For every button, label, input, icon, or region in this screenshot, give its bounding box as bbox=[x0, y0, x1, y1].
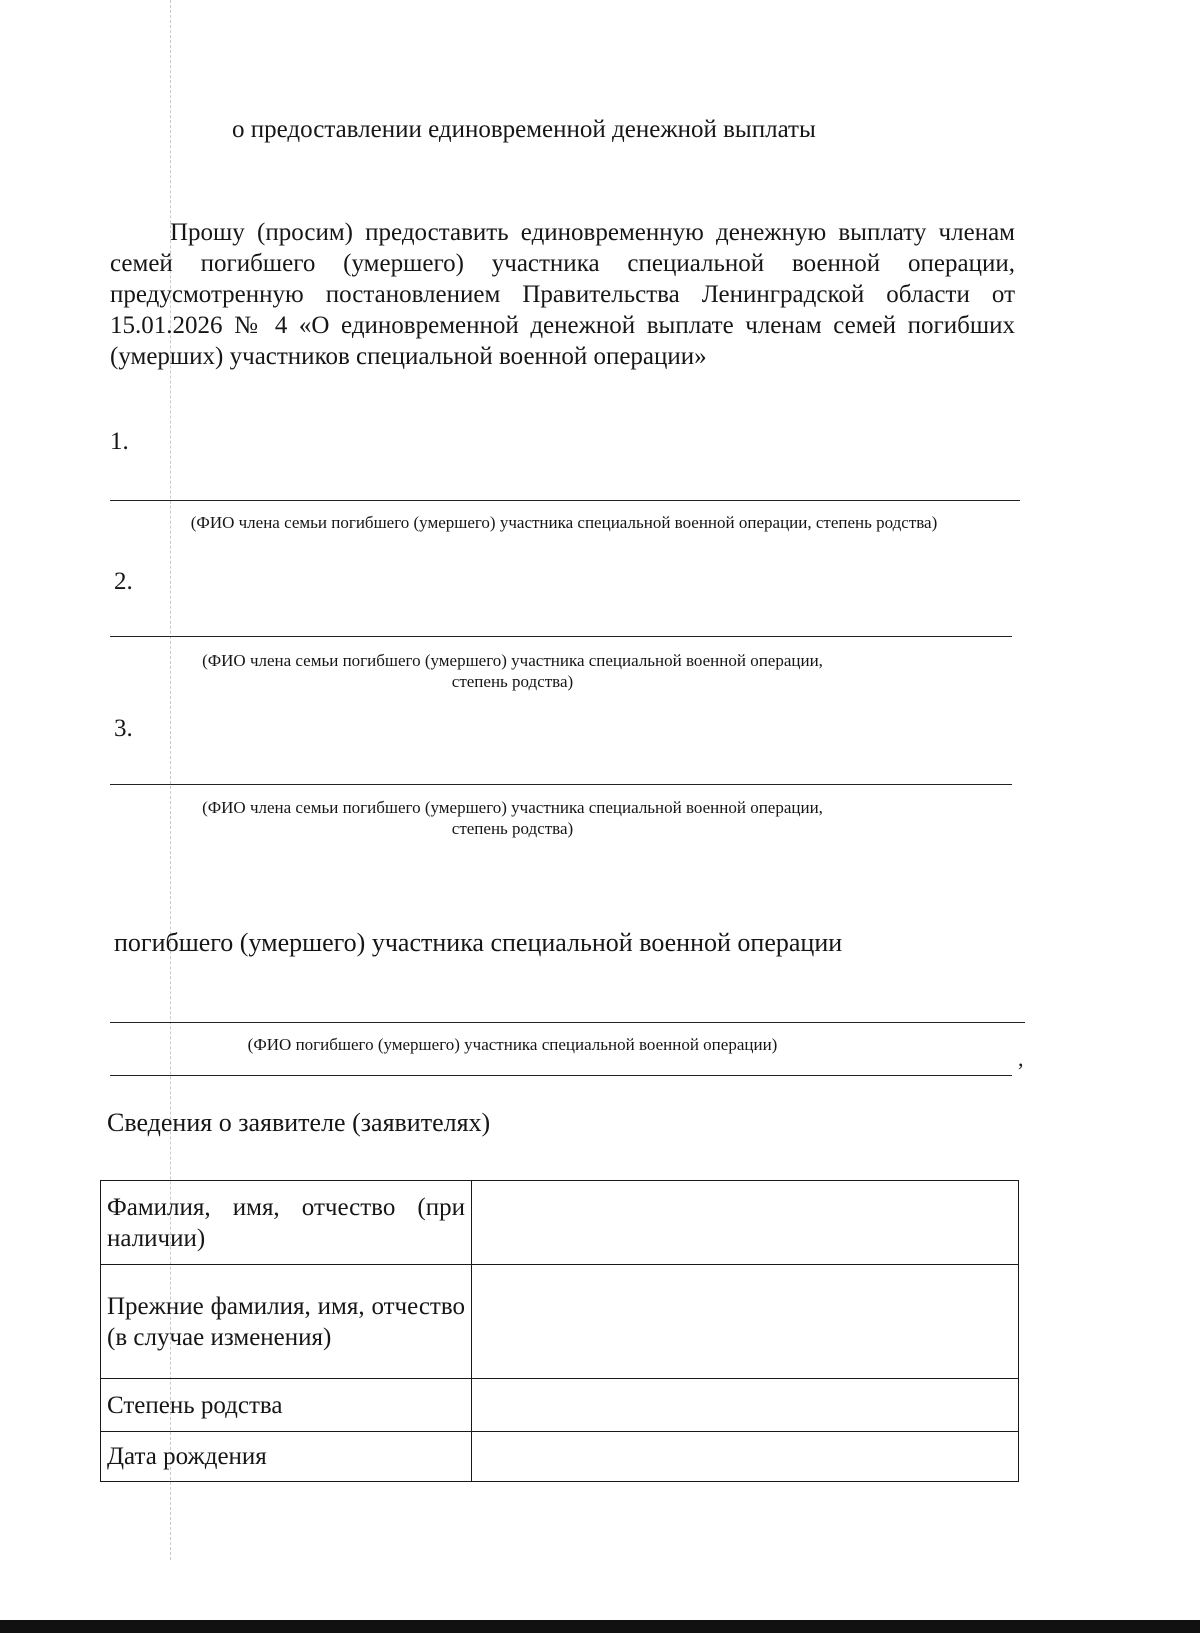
deceased-heading: погибшего (умершего) участника специальной военной операции bbox=[114, 928, 843, 957]
family-member-2-line[interactable] bbox=[110, 636, 1012, 637]
family-member-1-line[interactable] bbox=[110, 500, 1020, 501]
family-member-2-caption-line2: степень родства) bbox=[451, 672, 574, 691]
scan-edge-bar bbox=[0, 1620, 1200, 1633]
applicant-name-label: Фамилия, имя, отчество (при наличии) bbox=[101, 1181, 472, 1265]
applicant-relation-label: Степень родства bbox=[101, 1379, 472, 1432]
family-member-2-caption-line1: (ФИО члена семьи погибшего (умершего) участника специальной военной операции, bbox=[202, 651, 823, 670]
family-member-3-caption-line2: степень родства) bbox=[451, 819, 574, 838]
applicant-table bbox=[100, 1180, 1019, 1482]
table-row bbox=[101, 1432, 1019, 1482]
family-member-3-number: 3. bbox=[114, 715, 133, 742]
request-paragraph: Прошу (просим) предоставить единовременную денежную выплату членам семей погибшего (умершего) участника специальной военной операции, предусмотренную постановлением Правительства Ленинградской области от 15.01.2026 № 4 «О единовременной денежной выплате членам семей погибших (умерших) участников специальной военной операции» bbox=[110, 219, 1015, 370]
table-row bbox=[101, 1181, 1019, 1265]
deceased-extra-line[interactable] bbox=[110, 1075, 1012, 1076]
applicant-heading: Сведения о заявителе (заявителях) bbox=[107, 1108, 491, 1137]
family-member-3-caption-line1: (ФИО члена семьи погибшего (умершего) участника специальной военной операции, bbox=[202, 798, 823, 817]
table-row bbox=[101, 1265, 1019, 1379]
applicant-birthdate-label: Дата рождения bbox=[101, 1432, 472, 1482]
applicant-birthdate-value[interactable] bbox=[472, 1432, 1019, 1482]
family-member-3-line[interactable] bbox=[110, 784, 1012, 785]
table-row bbox=[101, 1379, 1019, 1432]
applicant-previous-name-label: Прежние фамилия, имя, отчество (в случае изменения) bbox=[101, 1265, 472, 1379]
applicant-previous-name-value[interactable] bbox=[472, 1265, 1019, 1379]
family-member-1-caption: (ФИО члена семьи погибшего (умершего) участника специальной военной операции, степень родства) bbox=[190, 513, 938, 532]
family-member-2-number: 2. bbox=[114, 568, 133, 595]
deceased-caption: (ФИО погибшего (умершего) участника специальной военной операции) bbox=[247, 1035, 778, 1054]
document-title: о предоставлении единовременной денежной выплаты bbox=[232, 116, 816, 143]
comma-mark: , bbox=[1018, 1046, 1024, 1071]
applicant-name-value[interactable] bbox=[472, 1181, 1019, 1265]
applicant-relation-value[interactable] bbox=[472, 1379, 1019, 1432]
family-member-2-caption bbox=[110, 650, 915, 692]
family-member-3-caption bbox=[110, 797, 915, 839]
deceased-name-line[interactable] bbox=[110, 1022, 1025, 1023]
family-member-1-number: 1. bbox=[110, 428, 129, 455]
